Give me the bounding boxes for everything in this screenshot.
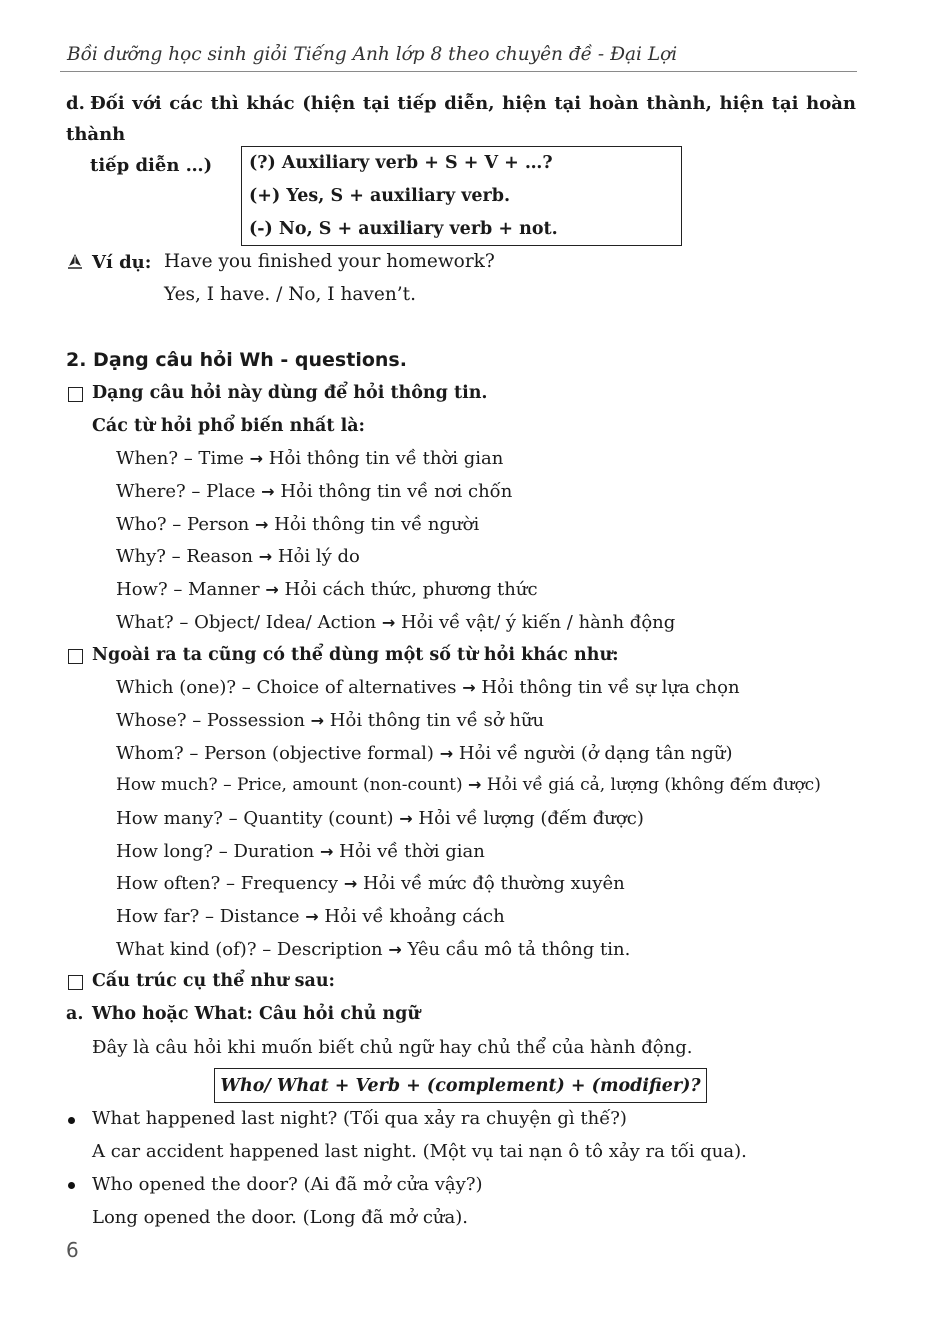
question-word-whose: Whose? – Possession → Hỏi thông tin về sở hữu — [116, 710, 545, 731]
arrow-right-icon: → — [305, 907, 319, 926]
question-word-what-kind: What kind (of)? – Description → Yêu cầu mô tả thông tin. — [116, 939, 631, 960]
arrow-right-icon: → — [310, 711, 325, 730]
arrow-right-icon: → — [258, 547, 273, 566]
arrow-right-icon: → — [249, 449, 264, 468]
header-divider — [60, 71, 857, 72]
section-d-label: d. — [66, 93, 85, 114]
example-question: Have you finished your homework? — [164, 251, 495, 272]
section-2-title: 2. Dạng câu hỏi Wh - questions. — [66, 349, 407, 371]
page-number: 6 — [66, 1238, 79, 1262]
question-word-how-far: How far? – Distance → Hỏi về khoảng cách — [116, 906, 505, 927]
section-d-text-line1: Đối với các thì khác (hiện tại tiếp diễn, hiện tại hoàn thành, hiện tại hoàn thành — [66, 93, 856, 145]
checkbox-icon — [68, 649, 83, 664]
question-word-which: Which (one)? – Choice of alternatives → Hỏi thông tin về sự lựa chọn — [116, 677, 740, 698]
pen-nib-icon — [66, 252, 84, 270]
example-a1-answer: A car accident happened last night. (Một vụ tai nạn ô tô xảy ra tối qua). — [92, 1141, 747, 1162]
example-a2-question: Who opened the door? (Ai đã mở cửa vậy?) — [92, 1174, 483, 1195]
example-answer: Yes, I have. / No, I haven’t. — [164, 284, 416, 305]
arrow-right-icon: → — [381, 613, 396, 632]
sub-a-title: Who hoặc What: Câu hỏi chủ ngữ — [92, 1004, 421, 1024]
example-a2-answer: Long opened the door. (Long đã mở cửa). — [92, 1207, 468, 1228]
arrow-right-icon: → — [255, 515, 269, 534]
question-word-where: Where? – Place → Hỏi thông tin về nơi chốn — [116, 481, 513, 502]
point3-text: Cấu trúc cụ thể như sau: — [92, 971, 336, 991]
example-a1-question: What happened last night? (Tối qua xảy ra chuyện gì thế?) — [92, 1108, 627, 1129]
bullet-icon — [68, 1117, 75, 1124]
arrow-right-icon: → — [261, 482, 275, 501]
arrow-right-icon: → — [399, 809, 413, 828]
point1-text: Dạng câu hỏi này dùng để hỏi thông tin. — [92, 383, 488, 403]
arrow-right-icon: → — [439, 744, 454, 763]
question-word-how-long: How long? – Duration → Hỏi về thời gian — [116, 841, 485, 862]
sub-a-label: a. — [66, 1004, 84, 1024]
arrow-right-icon: → — [462, 678, 476, 697]
formula-question: (?) Auxiliary verb + S + V + …? — [249, 153, 553, 173]
checkbox-icon — [68, 387, 83, 402]
question-word-whom: Whom? – Person (objective formal) → Hỏi về người (ở dạng tân ngữ) — [116, 743, 733, 764]
question-word-why: Why? – Reason → Hỏi lý do — [116, 546, 360, 567]
question-word-what: What? – Object/ Idea/ Action → Hỏi về vật/ ý kiến / hành động — [116, 612, 676, 633]
question-word-how-often: How often? – Frequency → Hỏi về mức độ thường xuyên — [116, 873, 625, 894]
arrow-right-icon: → — [319, 842, 334, 861]
sub-a-description: Đây là câu hỏi khi muốn biết chủ ngữ hay chủ thể của hành động. — [92, 1037, 693, 1058]
formula-positive: (+) Yes, S + auxiliary verb. — [249, 186, 511, 206]
point2-text: Ngoài ra ta cũng có thể dùng một số từ hỏi khác như: — [92, 645, 619, 665]
question-word-when: When? – Time → Hỏi thông tin về thời gian — [116, 448, 504, 469]
arrow-right-icon: → — [388, 940, 402, 959]
checkbox-icon — [68, 975, 83, 990]
formula-negative: (-) No, S + auxiliary verb + not. — [249, 219, 558, 239]
question-word-who: Who? – Person → Hỏi thông tin về người — [116, 514, 480, 535]
question-word-how-many: How many? – Quantity (count) → Hỏi về lượng (đếm được) — [116, 808, 644, 829]
question-word-how: How? – Manner → Hỏi cách thức, phương thức — [116, 579, 538, 600]
arrow-right-icon: → — [468, 775, 482, 794]
example-label: Ví dụ: — [92, 252, 152, 273]
bullet-icon — [68, 1182, 75, 1189]
common-words-label: Các từ hỏi phổ biến nhất là: — [92, 416, 366, 436]
formula-box-yes-no — [241, 146, 682, 246]
formula-box-subject-question — [214, 1068, 707, 1103]
arrow-right-icon: → — [343, 874, 358, 893]
question-word-how-much: How much? – Price, amount (non-count) → Hỏi về giá cả, lượng (không đếm được) — [116, 775, 821, 795]
formula-subject-question: Who/ What + Verb + (complement) + (modifier)? — [220, 1076, 701, 1096]
arrow-right-icon: → — [265, 580, 279, 599]
running-header: Bồi dưỡng học sinh giỏi Tiếng Anh lớp 8 theo chuyên đề - Đại Lợi — [67, 44, 678, 65]
section-d-text-line2: tiếp diễn …) — [90, 155, 213, 176]
